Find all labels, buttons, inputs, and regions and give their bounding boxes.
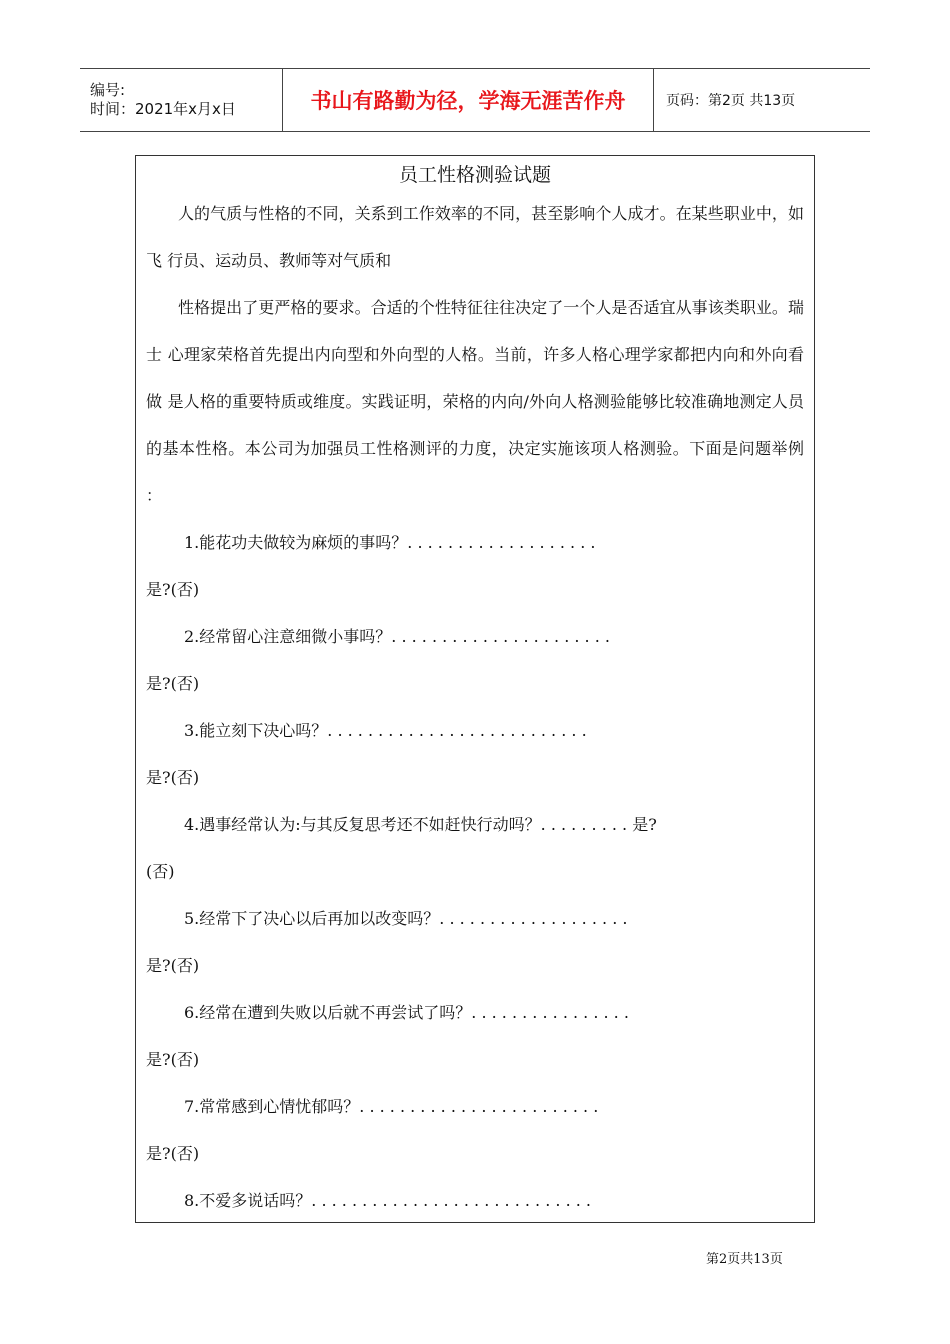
answer-options: 是?(否) — [146, 768, 200, 787]
intro-paragraph: 人的气质与性格的不同，关系到工作效率的不同，甚至影响个人成才。在某些职业中，如飞 行员、运动员、教师等对气质和 — [146, 204, 804, 270]
header-page-info: 页码：第2页 共13页 — [666, 93, 796, 109]
question-text: 4.遇事经常认为:与其反复思考还不如赶快行动吗？. . . . . . . . . 是? — [184, 815, 657, 834]
page-header — [80, 68, 870, 132]
question-text: 3.能立刻下决心吗？. . . . . . . . . . . . . . . . . . . . . . . . . . — [184, 721, 587, 740]
answer-options: 是?(否) — [146, 1050, 200, 1069]
number-label: 编号: — [90, 81, 126, 99]
answer-options: 是?(否) — [146, 580, 200, 599]
question-text: 5.经常下了决心以后再加以改变吗？. . . . . . . . . . . . . . . . . . . — [184, 909, 628, 928]
answer-options: 是?(否) — [146, 674, 200, 693]
intro-section — [146, 190, 804, 519]
question-text: 7.常常感到心情忧郁吗？. . . . . . . . . . . . . . . . . . . . . . . . — [184, 1097, 599, 1116]
time-label: 时间：2021年x月x日 — [90, 100, 236, 118]
answer-options: 是?(否) — [146, 956, 200, 975]
intro-paragraph: 性格提出了更严格的要求。合适的个性特征往往决定了一个人是否适宜从事该类职业。瑞士 心理家荣格首先提出内向型和外向型的人格。当前，许多人格心理学家都把内向和外向看做 是人格的重要特质或维度。实践证明，荣格的内向/外向人格测验能够比较准确地测定人员 的基本性格。本公司为加强员工性格测评的力度，决定实施该项人格测验。下面是问题举例 ： — [146, 298, 804, 505]
question-text: 8.不爱多说话吗？. . . . . . . . . . . . . . . . . . . . . . . . . . . . — [184, 1191, 591, 1210]
answer-options: (否) — [146, 862, 175, 881]
header-motto: 书山有路勤为径，学海无涯苦作舟 — [283, 69, 654, 131]
question-text: 2.经常留心注意细微小事吗？. . . . . . . . . . . . . . . . . . . . . . — [184, 627, 610, 646]
question-text: 6.经常在遭到失败以后就不再尝试了吗？. . . . . . . . . . . . . . . . — [184, 1003, 629, 1022]
header-meta — [80, 69, 283, 131]
answer-options: 是?(否) — [146, 1144, 200, 1163]
document-body — [135, 155, 815, 1223]
document-title: 员工性格测验试题 — [398, 164, 551, 186]
page-footer: 第2页共13页 — [706, 1252, 783, 1267]
question-text: 1.能花功夫做较为麻烦的事吗？. . . . . . . . . . . . . . . . . . . — [184, 533, 596, 552]
question-list — [146, 519, 804, 1223]
